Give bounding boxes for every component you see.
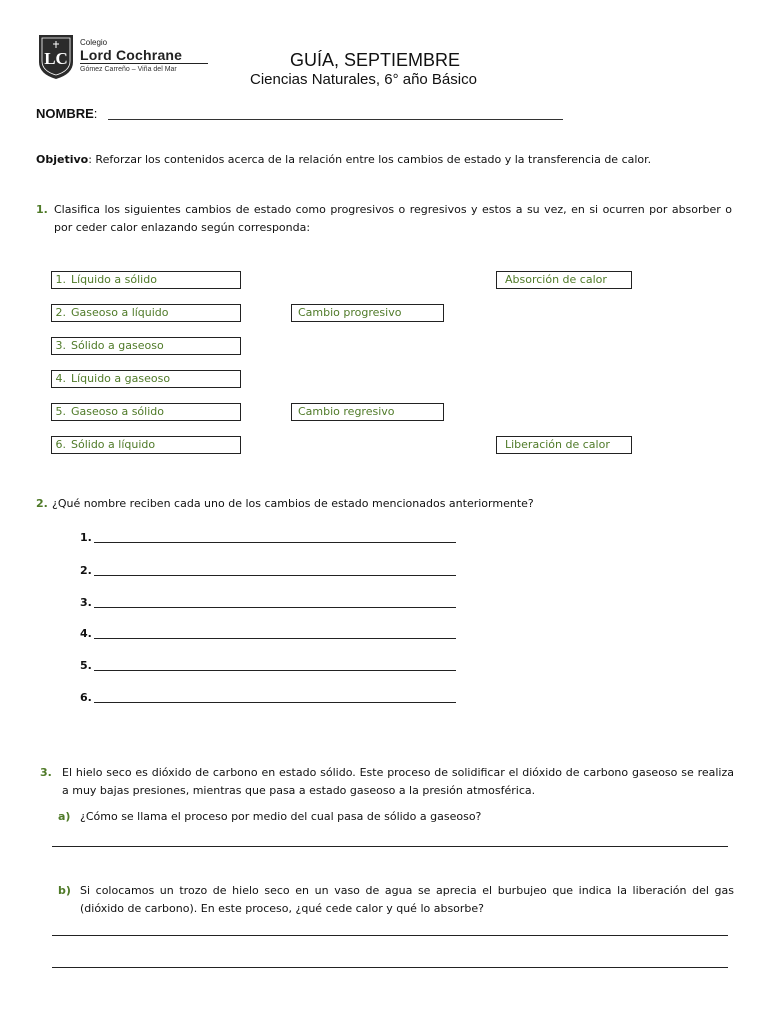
answer-line-3a[interactable] xyxy=(52,846,728,847)
right-item-absorcion[interactable]: Absorción de calor xyxy=(496,271,632,289)
left-item-number: 1. xyxy=(55,273,66,286)
left-item-number: 3. xyxy=(55,339,66,352)
answer-line-1[interactable] xyxy=(80,531,92,544)
left-item-label: Gaseoso a sólido xyxy=(71,405,164,418)
answer-line-5[interactable] xyxy=(80,659,92,672)
right-item-liberacion[interactable]: Liberación de calor xyxy=(496,436,632,454)
logo-school-address: Gómez Carreño – Viña del Mar xyxy=(80,66,177,73)
logo-letters: LC xyxy=(44,49,68,68)
objetivo-text: : Reforzar los contenidos acerca de la relación entre los cambios de estado y la transferencia de calor. xyxy=(88,153,652,166)
logo-divider xyxy=(80,63,208,64)
left-item-4[interactable] xyxy=(51,370,241,388)
answer-number: 5. xyxy=(80,659,92,672)
nombre-colon: : xyxy=(93,106,98,121)
left-item-2[interactable] xyxy=(51,304,241,322)
left-item-label: Sólido a gaseoso xyxy=(71,339,164,352)
logo-school-name: Lord Cochrane xyxy=(80,47,183,63)
objetivo-label: Objetivo xyxy=(36,153,89,166)
left-item-label: Gaseoso a líquido xyxy=(71,306,169,319)
left-item-label: Líquido a gaseoso xyxy=(71,372,171,385)
answer-line-3[interactable] xyxy=(80,596,92,609)
question-3b-text: Si colocamos un trozo de hielo seco en un vaso de agua se aprecia el burbujeo que indica la liberación del gas (dióxido de carbono). En este proceso, ¿qué cede calor y qué lo absorbe? xyxy=(80,884,734,915)
answer-number: 6. xyxy=(80,691,92,704)
question-3a-text: ¿Cómo se llama el proceso por medio del cual pasa de sólido a gaseoso? xyxy=(80,810,482,823)
answer-line-6[interactable] xyxy=(80,691,92,704)
question-3a-label: a) xyxy=(58,810,71,823)
question-3-text: El hielo seco es dióxido de carbono en estado sólido. Este proceso de solidificar el dióxido de carbono gaseoso se realiza a muy bajas presiones, mientras que pasa a estado gaseoso a la presión atmosférica. xyxy=(62,766,734,797)
left-item-number: 5. xyxy=(55,405,66,418)
answer-number: 1. xyxy=(80,531,92,544)
left-item-label: Líquido a sólido xyxy=(71,273,157,286)
question-3-number: 3. xyxy=(40,766,52,779)
left-item-number: 6. xyxy=(55,438,66,451)
nombre-label: NOMBRE xyxy=(36,106,94,121)
answer-line-3b-1[interactable] xyxy=(52,935,728,936)
answer-line-2[interactable] xyxy=(80,564,92,577)
answer-number: 2. xyxy=(80,564,92,577)
answer-line-4[interactable] xyxy=(80,627,92,640)
answer-number: 4. xyxy=(80,627,92,640)
page-title: GUÍA, SEPTIEMBRE xyxy=(290,50,461,70)
question-1-number: 1. xyxy=(36,203,48,216)
middle-item-progresivo[interactable]: Cambio progresivo xyxy=(291,304,444,322)
nombre-answer-line[interactable] xyxy=(108,119,563,120)
left-item-number: 2. xyxy=(55,306,66,319)
left-item-5[interactable] xyxy=(51,403,241,421)
question-3 xyxy=(40,764,734,797)
question-2 xyxy=(36,495,732,513)
answer-line-3b-2[interactable] xyxy=(52,967,728,968)
left-item-6[interactable] xyxy=(51,436,241,454)
objetivo-paragraph xyxy=(36,151,732,169)
left-item-1[interactable] xyxy=(51,271,241,289)
question-2-number: 2. xyxy=(36,497,48,510)
question-2-text: ¿Qué nombre reciben cada uno de los cambios de estado mencionados anteriormente? xyxy=(52,497,534,510)
left-item-3[interactable] xyxy=(51,337,241,355)
question-1 xyxy=(36,201,732,234)
left-item-number: 4. xyxy=(55,372,66,385)
middle-item-regresivo[interactable]: Cambio regresivo xyxy=(291,403,444,421)
logo-school-label: Colegio xyxy=(80,38,108,47)
answer-number: 3. xyxy=(80,596,92,609)
question-3b-label: b) xyxy=(58,884,71,897)
school-crest-logo xyxy=(38,34,74,80)
nombre-field-label xyxy=(36,106,97,121)
question-1-text: Clasifica los siguientes cambios de estado como progresivos o regresivos y estos a su vez, en si ocurren por absorber o por ceder calor enlazando según corresponda: xyxy=(54,203,732,234)
left-item-label: Sólido a líquido xyxy=(71,438,156,451)
page-subtitle: Ciencias Naturales, 6° año Básico xyxy=(250,71,477,88)
